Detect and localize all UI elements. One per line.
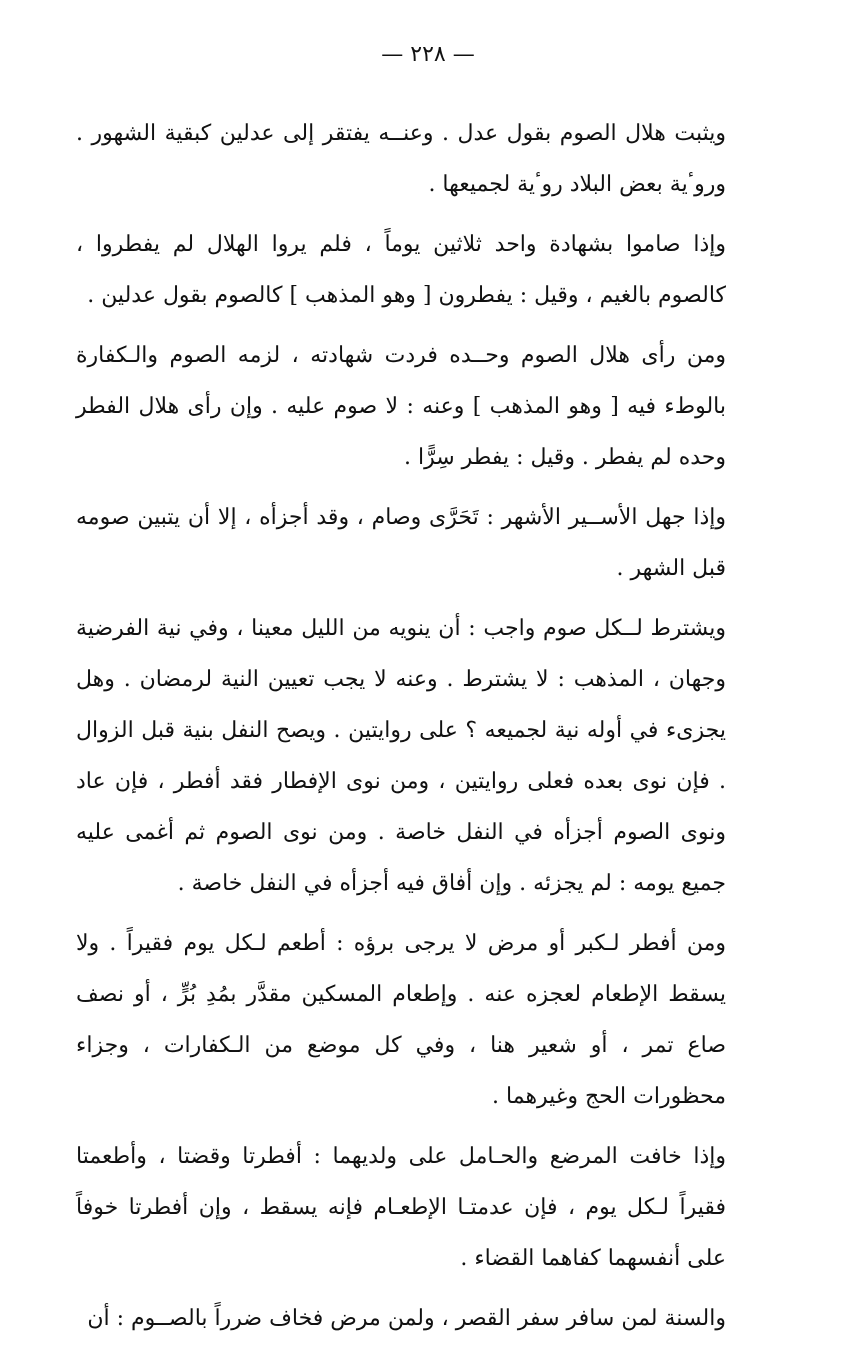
page-body — [76, 108, 726, 1353]
paragraph-intention: ويشترط لــكل صوم واجب : أن ينويه من الليل معينا ، وفي نية الفرضية وجهان ، المذهب : لا يشترط . وعنه لا يجب تعيين النية لرمضان . وهل يجزىء في أوله نية لجميعه ؟ على روايتين . ويصح النفل بنية قبل الزوال . فإن نوى بعده فعلى روايتين ، ومن نوى الإفطار فقد أفطر ، فإن عاد ونوى الصوم أجزأه في النفل خاصة . ومن نوى الصوم ثم أغمى عليه جميع يومه : لم يجزئه . وإن أفاق فيه أجزأه في النفل خاصة . — [76, 616, 726, 896]
paragraph-rejected-testimony: ومن رأى هلال الصوم وحــده فردت شهادته ، لزمه الصوم والـكفارة بالوطء فيه [ وهو المذهب ] وعنه : لا صوم عليه . وإن رأى هلال الفطر وحده لم يفطر . وقيل : يفطر سِرًّا . — [76, 343, 726, 470]
paragraph-traveler: والسنة لمن سافر سفر القصر ، ولمن مرض فخاف ضرراً بالصــوم : أن — [87, 1306, 726, 1331]
paragraph-captive: وإذا جهل الأســير الأشهر : تَحَرَّى وصام ، وقد أجزأه ، إلا أن يتبين صومه قبل الشهر . — [76, 505, 726, 581]
paragraph-old-age-illness: ومن أفطر لـكبر أو مرض لا يرجى برؤه : أطعم لـكل يوم فقيراً . ولا يسقط الإطعام لعجزه عنه . وإطعام المسكين مقدَّر بمُدِ بُرٍّ ، أو نصف صاع تمر ، أو شعير هنا ، وفي كل موضع من الـكفارات ، وجزاء محظورات الحج وغيرهما . — [76, 931, 726, 1109]
paragraph-thirty-days: وإذا صاموا بشهادة واحد ثلاثين يوماً ، فلم يروا الهلال لم يفطروا ، كالصوم بالغيم ، وقيل : يفطرون [ وهو المذهب ] كالصوم بقول عدلين . — [76, 232, 726, 308]
page-number: — ٢٢٨ — — [381, 42, 475, 67]
paragraph-nursing-pregnant: وإذا خافت المرضع والحـامل على ولديهما : أفطرتا وقضتا ، وأطعمتا فقيراً لـكل يوم ، فإن عدمتـا الإطعـام فإنه يسقط ، وإن أفطرتا خوفاً على أنفسهما كفاهما القضاء . — [76, 1144, 726, 1271]
paragraph-crescent-sighting: ويثبت هلال الصوم بقول عدل . وعنــه يفتقر إلى عدلين كبقية الشهور . وروٴية بعض البلاد روٴية لجميعها . — [76, 121, 726, 197]
